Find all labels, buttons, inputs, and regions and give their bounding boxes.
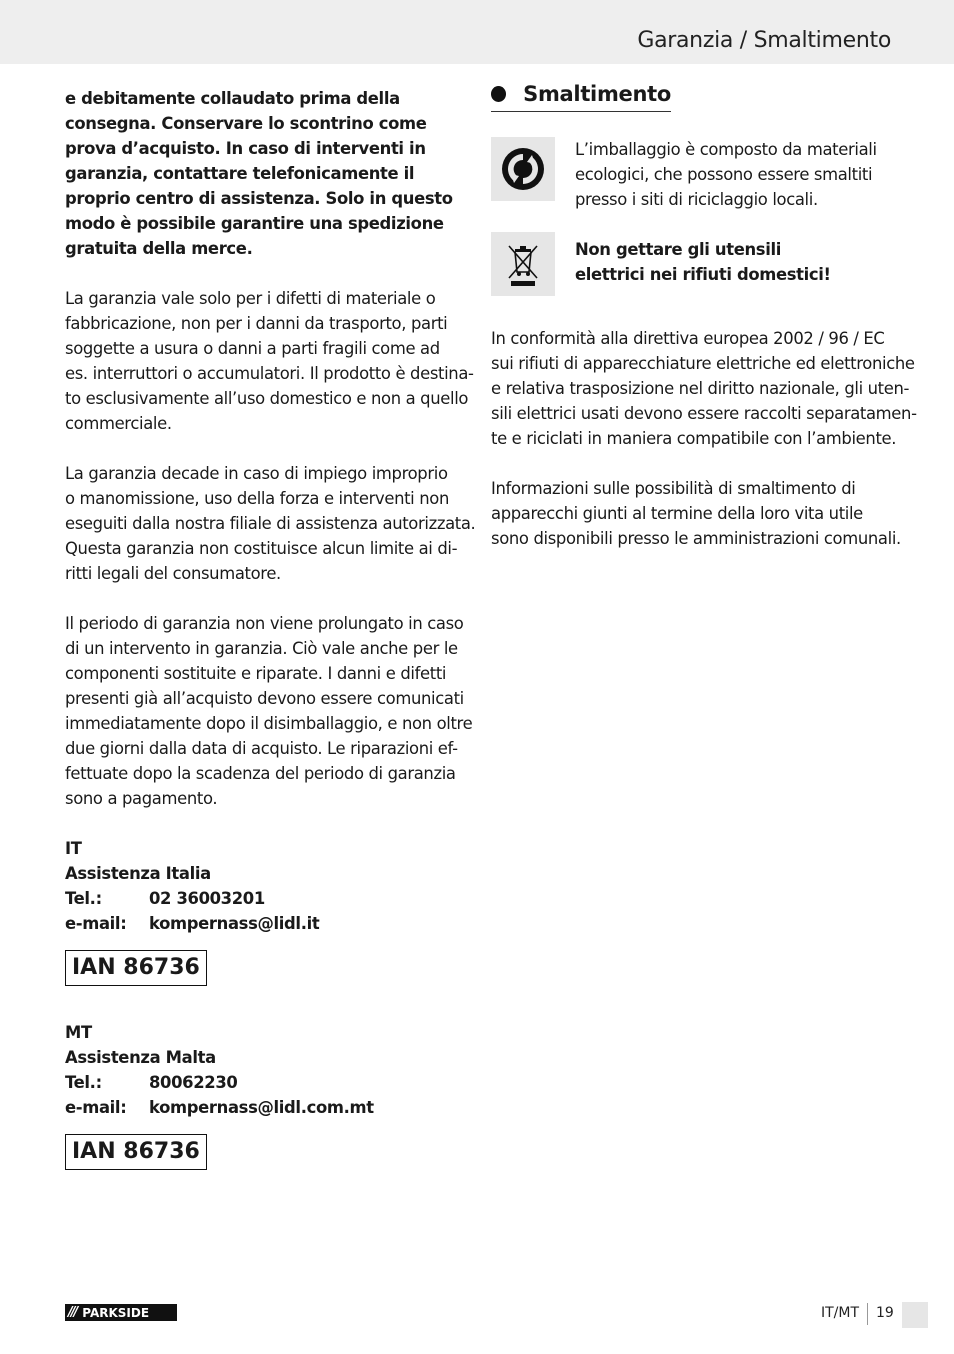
text-line: sono disponibili presso le amministrazioni comunali.	[491, 529, 901, 548]
footer-divider	[867, 1303, 868, 1325]
warranty-scope-paragraph	[65, 286, 474, 436]
contact-phone-row	[65, 886, 465, 911]
text-line: ritti legali del consumatore.	[65, 564, 281, 583]
language-code: IT/MT	[821, 1305, 860, 1321]
text-line: eseguiti dalla nostra filiale di assistenza autorizzata.	[65, 514, 476, 533]
text-line: commerciale.	[65, 414, 172, 433]
text-line: elettrici nei rifiuti domestici!	[575, 265, 831, 284]
email-label: e-mail:	[65, 1098, 127, 1117]
text-line: immediatamente dopo il disimballaggio, e non oltre	[65, 714, 473, 733]
text-line: e debitamente collaudato prima della	[65, 89, 400, 108]
text-line: Questa garanzia non costituisce alcun limite ai di-	[65, 539, 458, 558]
crossed-out-wheelie-bin-icon	[491, 232, 555, 296]
text-line: sono a pagamento.	[65, 789, 218, 808]
right-column	[491, 82, 917, 576]
contact-center: Assistenza Malta	[65, 1048, 216, 1067]
text-line: presenti già all’acquisto devono essere comunicati	[65, 689, 464, 708]
packaging-row	[491, 137, 896, 212]
section-heading-text: Smaltimento	[523, 82, 671, 106]
text-line: apparecchi giunti al termine della loro vita utile	[491, 504, 863, 523]
text-line: prova d’acquisto. In caso di interventi in	[65, 139, 426, 158]
text-line: Informazioni sulle possibilità di smaltimento di	[491, 479, 856, 498]
text-line: to esclusivamente all’uso domestico e non a quello	[65, 389, 469, 408]
text-line: Il periodo di garanzia non viene prolungato in caso	[65, 614, 464, 633]
contact-country: MT	[65, 1023, 92, 1042]
phone-number[interactable]: 80062230	[149, 1073, 238, 1092]
text-line: La garanzia decade in caso di impiego improprio	[65, 464, 448, 483]
left-column	[65, 86, 476, 1204]
page-title: Garanzia / Smaltimento	[637, 28, 891, 53]
logo-slashes: ///	[68, 1305, 77, 1320]
text-line: soggette a usura o danni a parti fragili come ad	[65, 339, 440, 358]
ian-box-it: IAN 86736	[65, 950, 207, 986]
text-line: ecologici, che possono essere smaltiti	[575, 165, 873, 184]
text-line: di un intervento in garanzia. Ciò vale anche per le	[65, 639, 458, 658]
text-line: sui rifiuti di apparecchiature elettriche ed elettroniche	[491, 354, 915, 373]
page-tab-marker	[902, 1302, 928, 1328]
warranty-void-paragraph	[65, 461, 476, 586]
text-line: Non gettare gli utensili	[575, 240, 782, 259]
text-line: e relativa trasposizione nel diritto nazionale, gli uten-	[491, 379, 910, 398]
text-line: sili elettrici usati devono essere raccolti separatamen-	[491, 404, 917, 423]
brand-name: PARKSIDE	[82, 1305, 150, 1320]
email-address[interactable]: kompernass@lidl.it	[149, 914, 320, 933]
text-line: te e riciclati in maniera compatibile con l’ambiente.	[491, 429, 897, 448]
text-line: due giorni dalla data di acquisto. Le riparazioni ef-	[65, 739, 458, 758]
text-line: In conformità alla direttiva europea 2002 / 96 / EC	[491, 329, 885, 348]
text-line: proprio centro di assistenza. Solo in questo	[65, 189, 453, 208]
contact-center: Assistenza Italia	[65, 864, 211, 883]
weee-row	[491, 232, 896, 296]
text-line: o manomissione, uso della forza e interventi non	[65, 489, 450, 508]
phone-label: Tel.:	[65, 889, 102, 908]
intro-bold-paragraph	[65, 86, 465, 261]
page-number: 19	[876, 1305, 894, 1321]
text-line: presso i siti di riciclaggio locali.	[575, 190, 818, 209]
warranty-period-paragraph	[65, 611, 473, 811]
contact-block-it	[65, 836, 465, 936]
phone-number[interactable]: 02 36003201	[149, 889, 265, 908]
ian-box-mt: IAN 86736	[65, 1134, 207, 1170]
directive-paragraph	[491, 326, 917, 451]
contact-block-mt	[65, 1020, 465, 1120]
text-line: La garanzia vale solo per i difetti di materiale o	[65, 289, 436, 308]
text-line: componenti sostituite e riparate. I danni e difetti	[65, 664, 447, 683]
text-line: gratuita della merce.	[65, 239, 253, 258]
text-line: modo è possibile garantire una spedizione	[65, 214, 444, 233]
email-label: e-mail:	[65, 914, 127, 933]
brand-logo	[65, 1304, 177, 1321]
text-line: L’imballaggio è composto da materiali	[575, 140, 877, 159]
contact-email-row	[65, 911, 465, 936]
text-line: es. interruttori o accumulatori. Il prodotto è destina-	[65, 364, 474, 383]
email-address[interactable]: kompernass@lidl.com.mt	[149, 1098, 374, 1117]
text-line: fettuate dopo la scadenza del periodo di garanzia	[65, 764, 456, 783]
bullet-icon	[491, 86, 506, 102]
disposal-info-paragraph	[491, 476, 901, 551]
phone-label: Tel.:	[65, 1073, 102, 1092]
packaging-text	[575, 137, 877, 212]
section-heading-disposal	[491, 82, 671, 112]
text-line: garanzia, contattare telefonicamente il	[65, 164, 415, 183]
text-line: consegna. Conservare lo scontrino come	[65, 114, 427, 133]
contact-email-row	[65, 1095, 465, 1120]
green-dot-recycling-icon	[491, 137, 555, 201]
weee-warning-text	[575, 232, 831, 296]
contact-phone-row	[65, 1070, 465, 1095]
contact-country: IT	[65, 839, 82, 858]
text-line: fabbricazione, non per i danni da trasporto, parti	[65, 314, 448, 333]
